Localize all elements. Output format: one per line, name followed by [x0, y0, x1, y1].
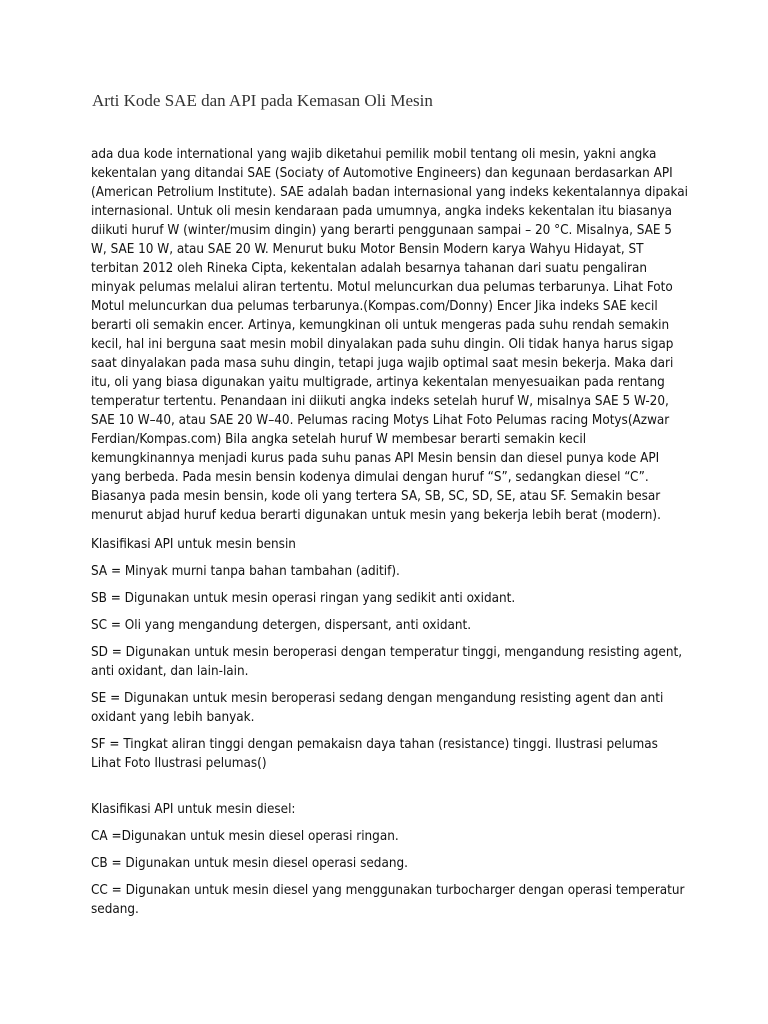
document-title: Arti Kode SAE dan API pada Kemasan Oli Mesin: [92, 91, 433, 110]
diesel-item-cb: CB = Digunakan untuk mesin diesel operasi sedang.: [91, 856, 408, 871]
intro-paragraph: ada dua kode international yang wajib diketahui pemilik mobil tentang oli mesin, yakni angka kekentalan yang ditandai SAE (Sociaty of Automotive Engineers) dan kegunaan berdasarkan API (American Petrolium Institute). SAE adalah badan internasional yang indeks kekentalannya dipakai internasional. Untuk oli mesin kendaraan pada umumnya, angka indeks kekentalan itu biasanya diikuti huruf W (winter/musim dingin) yang berarti penggunaan sampai – 20 °C. Misalnya, SAE 5 W, SAE 10 W, atau SAE 20 W. Menurut buku Motor Bensin Modern karya Wahyu Hidayat, ST terbitan 2012 oleh Rineka Cipta, kekentalan adalah besarnya tahanan dari suatu pengaliran minyak pelumas melalui aliran tertentu. Motul meluncurkan dua pelumas terbarunya. Lihat Foto Motul meluncurkan dua pelumas terbarunya.(Kompas.com/Donny) Encer Jika indeks SAE kecil berarti oli semakin encer. Artinya, kemungkinan oli untuk mengeras pada suhu rendah semakin kecil, hal ini berguna saat mesin mobil dinyalakan pada suhu dingin. Oli tidak hanya harus sigap saat dinyalakan pada masa suhu dingin, tetapi juga wajib optimal saat mesin bekerja. Maka dari itu, oli yang biasa digunakan yaitu multigrade, artinya kekentalan menyesuaikan pada rentang temperatur tertentu. Penandaan ini diikuti angka indeks setelah huruf W, misalnya SAE 5 W-20, SAE 10 W–40, atau SAE 20 W–40. Pelumas racing Motys Lihat Foto Pelumas racing Motys(Azwar Ferdian/Kompas.com) Bila angka setelah huruf W membesar berarti semakin kecil kemungkinannya menjadi kurus pada suhu panas API Mesin bensin dan diesel punya kode API yang berbeda. Pada mesin bensin kodenya dimulai dengan huruf “S”, sedangkan diesel “C”. Biasanya pada mesin bensin, kode oli yang tertera SA, SB, SC, SD, SE, atau SF. Semakin besar menurut abjad huruf kedua berarti digunakan untuk mesin yang bekerja lebih berat (modern).: [91, 147, 688, 523]
section-spacer: [91, 781, 689, 800]
gasoline-item-sd: SD = Digunakan untuk mesin beroperasi dengan temperatur tinggi, mengandung resisting agent, anti oxidant, dan lain-lain.: [91, 645, 683, 679]
document-body: [91, 145, 689, 927]
gasoline-item-sc: SC = Oli yang mengandung detergen, dispersant, anti oxidant.: [91, 618, 472, 633]
diesel-item-ca: CA =Digunakan untuk mesin diesel operasi ringan.: [91, 829, 399, 844]
gasoline-item-se: SE = Digunakan untuk mesin beroperasi sedang dengan mengandung resisting agent dan anti oxidant yang lebih banyak.: [91, 691, 664, 725]
diesel-heading: Klasifikasi API untuk mesin diesel:: [91, 802, 296, 817]
gasoline-item-sb: SB = Digunakan untuk mesin operasi ringan yang sedikit anti oxidant.: [91, 591, 516, 606]
gasoline-item-sa: SA = Minyak murni tanpa bahan tambahan (aditif).: [91, 564, 400, 579]
diesel-item-cc: CC = Digunakan untuk mesin diesel yang menggunakan turbocharger dengan operasi temperatur sedang.: [91, 883, 685, 917]
gasoline-item-sf: SF = Tingkat aliran tinggi dengan pemakaisn daya tahan (resistance) tinggi. Ilustrasi pelumas Lihat Foto Ilustrasi pelumas(): [91, 737, 658, 771]
gasoline-heading: Klasifikasi API untuk mesin bensin: [91, 537, 296, 552]
